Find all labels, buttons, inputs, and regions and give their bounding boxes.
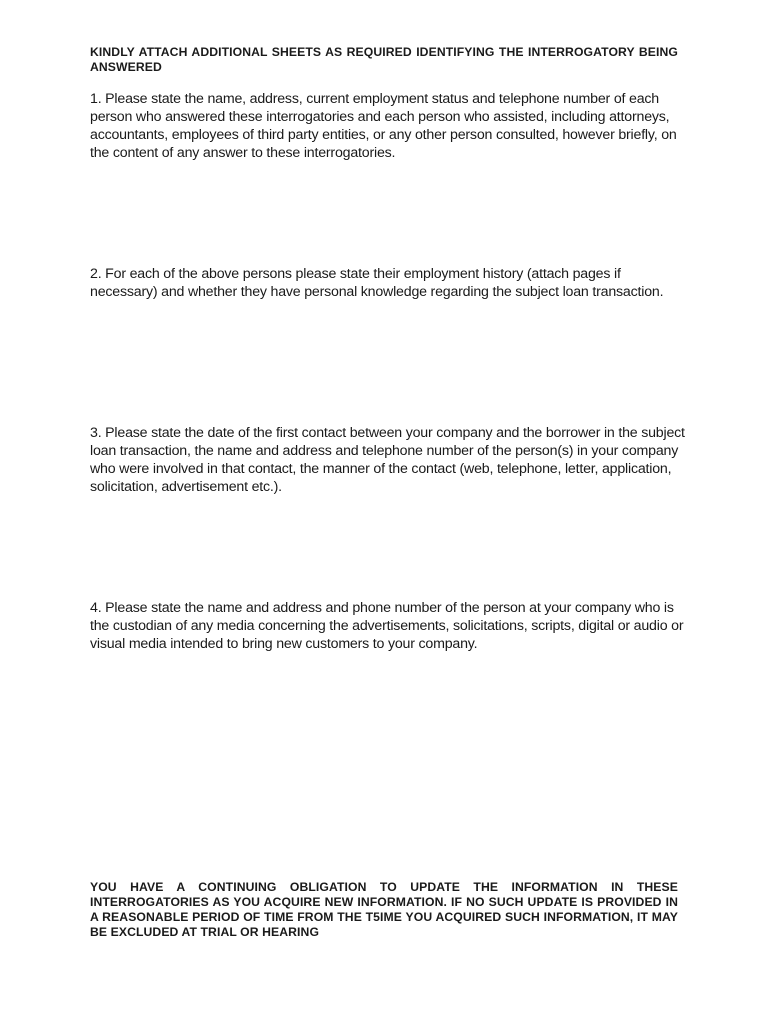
interrogatory-3: 3. Please state the date of the first contact between your company and the borrower in the subject loan transaction, the name and address and telephone number of the person(s) in your company who were involved in that contact, the manner of the contact (web, telephone, letter, application, solicitation, advertisement etc.).	[90, 425, 685, 495]
interrogatory-1: 1. Please state the name, address, current employment status and telephone number of each person who answered these interrogatories and each person who assisted, including attorneys, accountants, employees of third party entities, or any other person consulted, however briefly, on the content of any answer to these interrogatories.	[90, 91, 677, 161]
header-instruction: KINDLY ATTACH ADDITIONAL SHEETS AS REQUIRED IDENTIFYING THE INTERROGATORY BEING ANSWERED	[90, 45, 678, 74]
footer-notice: YOU HAVE A CONTINUING OBLIGATION TO UPDATE THE INFORMATION IN THESE INTERROGATORIES AS YOU ACQUIRE NEW INFORMATION. IF NO SUCH UPDATE IS PROVIDED IN A REASONABLE PERIOD OF TIME FROM THE T5IME YOU ACQUIRED SUCH INFORMATION, IT MAY BE EXCLUDED AT TRIAL OR HEARING	[90, 880, 678, 939]
interrogatory-2: 2. For each of the above persons please state their employment history (attach pages if necessary) and whether they have personal knowledge regarding the subject loan transaction.	[90, 266, 664, 300]
interrogatory-4: 4. Please state the name and address and phone number of the person at your company who is the custodian of any media concerning the advertisements, solicitations, scripts, digital or audio or visual media intended to bring new customers to your company.	[90, 600, 684, 652]
